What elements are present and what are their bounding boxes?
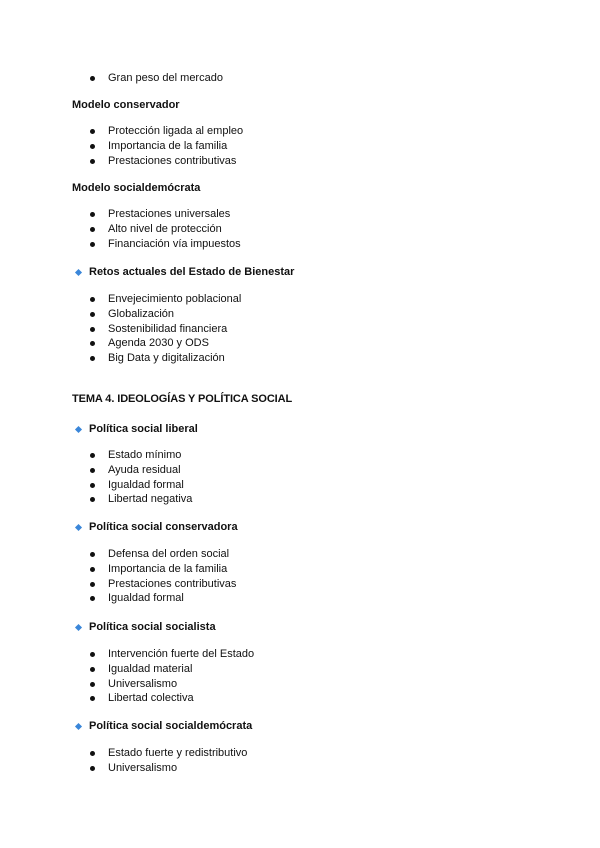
bullet-dot xyxy=(90,159,95,164)
list-item: Prestaciones universales xyxy=(0,207,241,222)
bullet-dot xyxy=(90,682,95,687)
list-item: Financiación vía impuestos xyxy=(0,237,241,252)
bullet-list-mercado xyxy=(0,71,223,86)
bullet-dot xyxy=(90,582,95,587)
bullet-dot xyxy=(90,751,95,756)
bullet-dot xyxy=(90,696,95,701)
list-item: Gran peso del mercado xyxy=(0,71,223,86)
bullet-dot xyxy=(90,76,95,81)
diamond-bullet-icon xyxy=(75,624,82,631)
heading-modelo-conservador: Modelo conservador xyxy=(72,99,180,111)
list-item: Estado mínimo xyxy=(0,448,192,463)
bullet-list-liberal xyxy=(0,448,192,507)
list-item: Importancia de la familia xyxy=(0,562,236,577)
bullet-list-conservador xyxy=(0,124,243,168)
bullet-dot xyxy=(90,497,95,502)
bullet-dot xyxy=(90,327,95,332)
bullet-dot xyxy=(90,468,95,473)
list-item: Agenda 2030 y ODS xyxy=(0,336,241,351)
list-item: Igualdad material xyxy=(0,662,254,677)
bullet-dot xyxy=(90,596,95,601)
bullet-dot xyxy=(90,483,95,488)
list-item: Envejecimiento poblacional xyxy=(0,292,241,307)
bullet-list-conservadora xyxy=(0,547,236,606)
bullet-dot xyxy=(90,567,95,572)
section-title-tema-4: TEMA 4. IDEOLOGÍAS Y POLÍTICA SOCIAL xyxy=(72,393,293,405)
bullet-list-socialista xyxy=(0,647,254,706)
list-item: Alto nivel de protección xyxy=(0,222,241,237)
diamond-bullet-icon xyxy=(75,426,82,433)
list-item: Libertad colectiva xyxy=(0,691,254,706)
list-item: Defensa del orden social xyxy=(0,547,236,562)
bullet-list-socialdemocrata xyxy=(0,207,241,251)
bullet-dot xyxy=(90,766,95,771)
list-item: Big Data y digitalización xyxy=(0,351,241,366)
bullet-dot xyxy=(90,297,95,302)
bullet-dot xyxy=(90,356,95,361)
list-item: Globalización xyxy=(0,307,241,322)
bullet-dot xyxy=(90,129,95,134)
list-item: Igualdad formal xyxy=(0,591,236,606)
bullet-dot xyxy=(90,453,95,458)
diamond-bullet-icon xyxy=(75,269,82,276)
list-item: Estado fuerte y redistributivo xyxy=(0,746,247,761)
list-item: Prestaciones contributivas xyxy=(0,577,236,592)
heading-politica-socialdemocrata: Política social socialdemócrata xyxy=(89,720,253,732)
list-item: Universalismo xyxy=(0,761,247,776)
list-item: Protección ligada al empleo xyxy=(0,124,243,139)
bullet-dot xyxy=(90,312,95,317)
bullet-dot xyxy=(90,552,95,557)
bullet-dot xyxy=(90,242,95,247)
bullet-dot xyxy=(90,212,95,217)
heading-politica-socialista: Política social socialista xyxy=(89,621,216,633)
list-item: Libertad negativa xyxy=(0,492,192,507)
list-item: Universalismo xyxy=(0,677,254,692)
list-item: Igualdad formal xyxy=(0,478,192,493)
list-item: Ayuda residual xyxy=(0,463,192,478)
list-item: Sostenibilidad financiera xyxy=(0,322,241,337)
diamond-bullet-icon xyxy=(75,723,82,730)
bullet-list-retos xyxy=(0,292,241,366)
list-item: Intervención fuerte del Estado xyxy=(0,647,254,662)
heading-modelo-socialdemocrata: Modelo socialdemócrata xyxy=(72,182,201,194)
heading-politica-conservadora: Política social conservadora xyxy=(89,521,238,533)
bullet-dot xyxy=(90,227,95,232)
bullet-list-socialdemocrata-politica xyxy=(0,746,247,776)
diamond-bullet-icon xyxy=(75,524,82,531)
bullet-dot xyxy=(90,341,95,346)
bullet-dot xyxy=(90,144,95,149)
list-item: Prestaciones contributivas xyxy=(0,154,243,169)
list-item: Importancia de la familia xyxy=(0,139,243,154)
heading-politica-liberal: Política social liberal xyxy=(89,423,198,435)
bullet-dot xyxy=(90,667,95,672)
bullet-dot xyxy=(90,652,95,657)
heading-retos-actuales: Retos actuales del Estado de Bienestar xyxy=(89,266,295,278)
